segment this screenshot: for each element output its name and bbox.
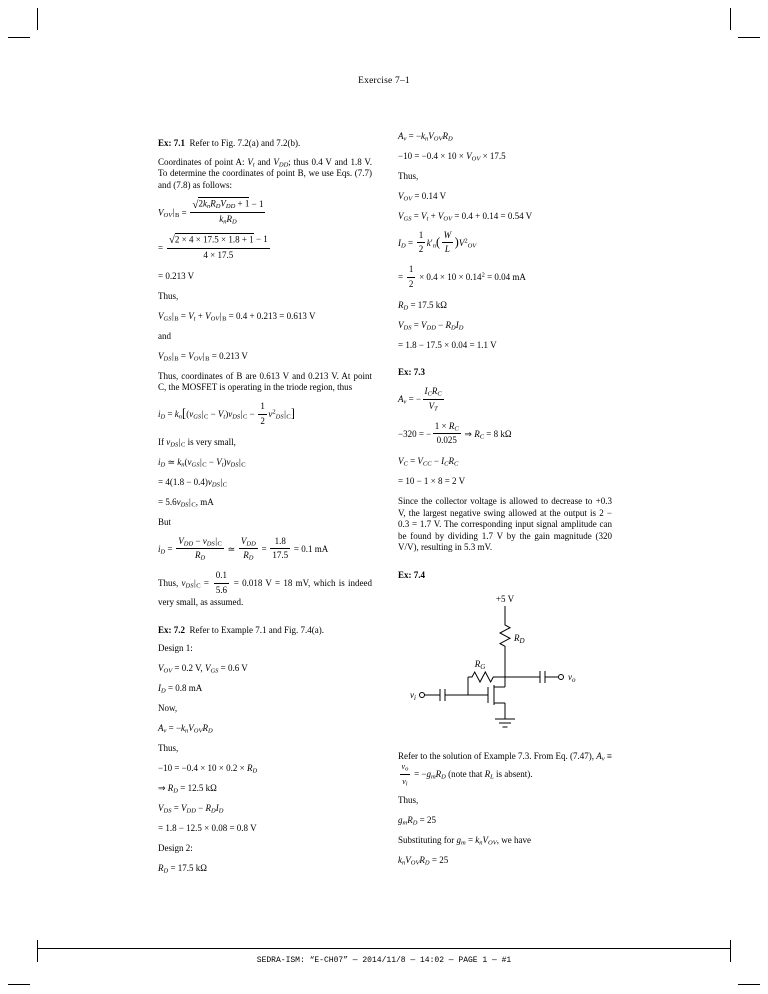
- equation: = 10 − 1 × 8 = 2 V: [398, 476, 466, 486]
- equation: $V_C = V_{CC} - I_CR_C$: [398, 456, 459, 468]
- exercise-heading: Ex: 7.3: [398, 367, 425, 377]
- equation: $V_{GS} = V_t + V_{OV} = 0.4 + 0.14 = 0.54$ V: [398, 210, 533, 222]
- paragraph: Thus,: [398, 795, 419, 805]
- equation: $A_v$ = − $I_CR_C$ $V_T$: [398, 386, 442, 412]
- crop-mark: [37, 8, 38, 30]
- equation: $I_D$ = $\frac{1}{2}$ $k'_n$( $\frac{W}{L}$ )$V^2_{OV}$: [398, 229, 477, 254]
- crop-mark: [8, 37, 30, 38]
- paragraph: Thus, coordinates of B are 0.613 V and 0.213 V. At point C, the MOSFET is operating in the triode region, thus: [158, 370, 372, 392]
- equation: $k_nV_{OV}R_D = 25$: [398, 855, 449, 867]
- paragraph: and: [158, 330, 171, 341]
- output-capacitor-icon: [540, 671, 545, 683]
- equation: $i_D$ ≃ $k_n(v_{GS}|_C - V_t)v_{DS}|_C$: [158, 456, 246, 468]
- exercise-heading: Ex: 7.4: [398, 569, 425, 580]
- resistor-rd-symbol: [500, 621, 510, 653]
- equation: = $4(1.8 - 0.4)v_{DS}|_C$: [158, 476, 228, 488]
- paragraph: Now,: [158, 703, 178, 713]
- equation: $R_D = 17.5$ kΩ: [398, 299, 447, 311]
- vi-label: $v_i$: [410, 690, 416, 702]
- ground-icon: [495, 719, 515, 727]
- paragraph: Thus,: [398, 170, 419, 181]
- equation: $R_D = 17.5$ kΩ: [158, 863, 207, 875]
- equation: $A_v = -k_nV_{OV}R_D$: [398, 130, 453, 142]
- paragraph: Refer to the solution of Example 7.3. From Eq. (7.47), $A_v$ ≡ $\frac{v_o}{v_i}$ = $-g_mR_D$ (note that $R_L$ is absent).: [398, 750, 613, 787]
- equation: = 0.213 V: [158, 270, 195, 281]
- paragraph: But: [158, 516, 172, 527]
- page-footer: SEDRA-ISM: “E-CH07” — 2014/11/8 — 14:02 — PAGE 1 — #1: [256, 956, 512, 965]
- rd-label: $R_D$: [514, 633, 525, 645]
- paragraph: Thus,: [158, 743, 179, 753]
- output-terminal: [559, 675, 564, 680]
- crop-mark: [738, 984, 760, 985]
- input-capacitor-icon: [440, 689, 445, 701]
- paragraph: Thus,: [158, 290, 179, 301]
- vo-label: $v_o$: [568, 672, 576, 684]
- supply-label: +5 V: [495, 594, 515, 604]
- equation: $i_D$ = $V_{DD} - v_{DS}|_C$ $R_D$ ≃ $V_{DD}$ $R_D$ = $\frac{1.8}{17.5}$ = 0.1 mA: [158, 535, 329, 562]
- equation: = $\frac{1}{2}$ × $0.4 \times 10 \times 0.14^2 = 0.04$ mA: [398, 264, 526, 289]
- mosfet-source-lead: [494, 703, 505, 719]
- paragraph: Coordinates of point A: $V_t$ and $V_{DD}$; thus 0.4 V and 1.8 V. To determine the coordinates of point B, we use Eqs. (7.7) and (7.8) as follows:: [158, 156, 372, 190]
- circuit-schematic: [400, 591, 610, 739]
- footer-rule: [37, 948, 731, 949]
- equation: −320 = − $\frac{1 \times R_C}{0.025}$ ⇒ $R_C = 8$ kΩ: [398, 420, 512, 445]
- paragraph: Since the collector voltage is allowed to decrease to +0.3 V, the largest negative swing allowed at the output is 2 − 0.3 = 1.7 V. The corresponding input signal amplitude can be found by dividing 1.7 V by the gain magnitude (320 V/V), resulting in 5.3 mV.: [398, 496, 612, 552]
- resistor-rg-symbol: [468, 672, 505, 682]
- crop-mark: [730, 8, 731, 30]
- equation: = $\frac{√2 \times 4 \times 17.5 \times 1.8 + 1 - 1}{4 \times 17.5}$: [158, 234, 268, 260]
- input-terminal: [420, 693, 425, 698]
- equation: $I_D = 0.8$ mA: [158, 683, 203, 695]
- equation: $-10 = -0.4 \times 10 \times 0.2 \times R_D$: [158, 763, 258, 775]
- equation: $V_{DS} = V_{DD} - R_DI_D$: [398, 319, 464, 331]
- equation: $i_D = k_n[(v_{GS}|_C - V_t)v_{DS}|_C$ − $\frac{1}{2}$ $v^2_{DS}|_C$]: [158, 401, 295, 426]
- paragraph: Thus, $v_{DS}|_C$ = $\frac{0.1}{5.6}$ = 0.018 V = 18 mV, which is indeed very small, as assumed.: [158, 570, 373, 607]
- equation: $V_{OV} = 0.14$ V: [398, 190, 447, 202]
- equation: = 1.8 − 12.5 × 0.08 = 0.8 V: [158, 823, 257, 833]
- equation: ⇒ $R_D = 12.5$ kΩ: [158, 783, 217, 795]
- right-column: [398, 122, 612, 875]
- equation: $V_{DS} = V_{DD} - R_DI_D$: [158, 803, 224, 815]
- crop-mark: [8, 984, 30, 985]
- equation: $g_mR_D = 25$: [398, 815, 436, 827]
- equation: $V_{OV}|_B$ = $√2k_nR_DV_{DD} + 1 - 1$ $k_nR_D$: [158, 198, 264, 226]
- circuit-figure-ex7-4: [398, 591, 612, 743]
- exercise-heading: Ex: 7.1 Refer to Fig. 7.2(a) and 7.2(b).: [158, 138, 301, 148]
- equation: $V_{GS}|_B = V_t + V_{OV}|_B = 0.4 + 0.213 = 0.613$ V: [158, 310, 316, 322]
- equation: = 1.8 − 17.5 × 0.04 = 1.1 V: [398, 339, 497, 350]
- crop-mark: [738, 37, 760, 38]
- rg-label: $R_G$: [474, 659, 486, 671]
- equation: $V_{DS}|_B = V_{OV}|_B = 0.213$ V: [158, 350, 248, 362]
- paragraph: If $v_{DS}|_C$ is very small,: [158, 436, 236, 448]
- equation: $A_v = -k_nV_{OV}R_D$: [158, 723, 213, 735]
- left-column: [158, 122, 372, 883]
- paragraph: Substituting for $g_m = k_nV_{OV}$, we have: [398, 835, 531, 847]
- equation: = $5.6v_{DS}|_C$, mA: [158, 496, 214, 508]
- exercise-heading: Ex: 7.2 Refer to Example 7.1 and Fig. 7.4(a).: [158, 624, 324, 635]
- equation: $-10 = -0.4 \times 10 \times V_{OV} \times 17.5$: [398, 150, 506, 162]
- paragraph: Design 1:: [158, 643, 193, 653]
- page-header: Exercise 7–1: [358, 76, 410, 86]
- paragraph: Design 2:: [158, 843, 193, 853]
- equation: $V_{OV} = 0.2$ V, $V_{GS} = 0.6$ V: [158, 663, 248, 675]
